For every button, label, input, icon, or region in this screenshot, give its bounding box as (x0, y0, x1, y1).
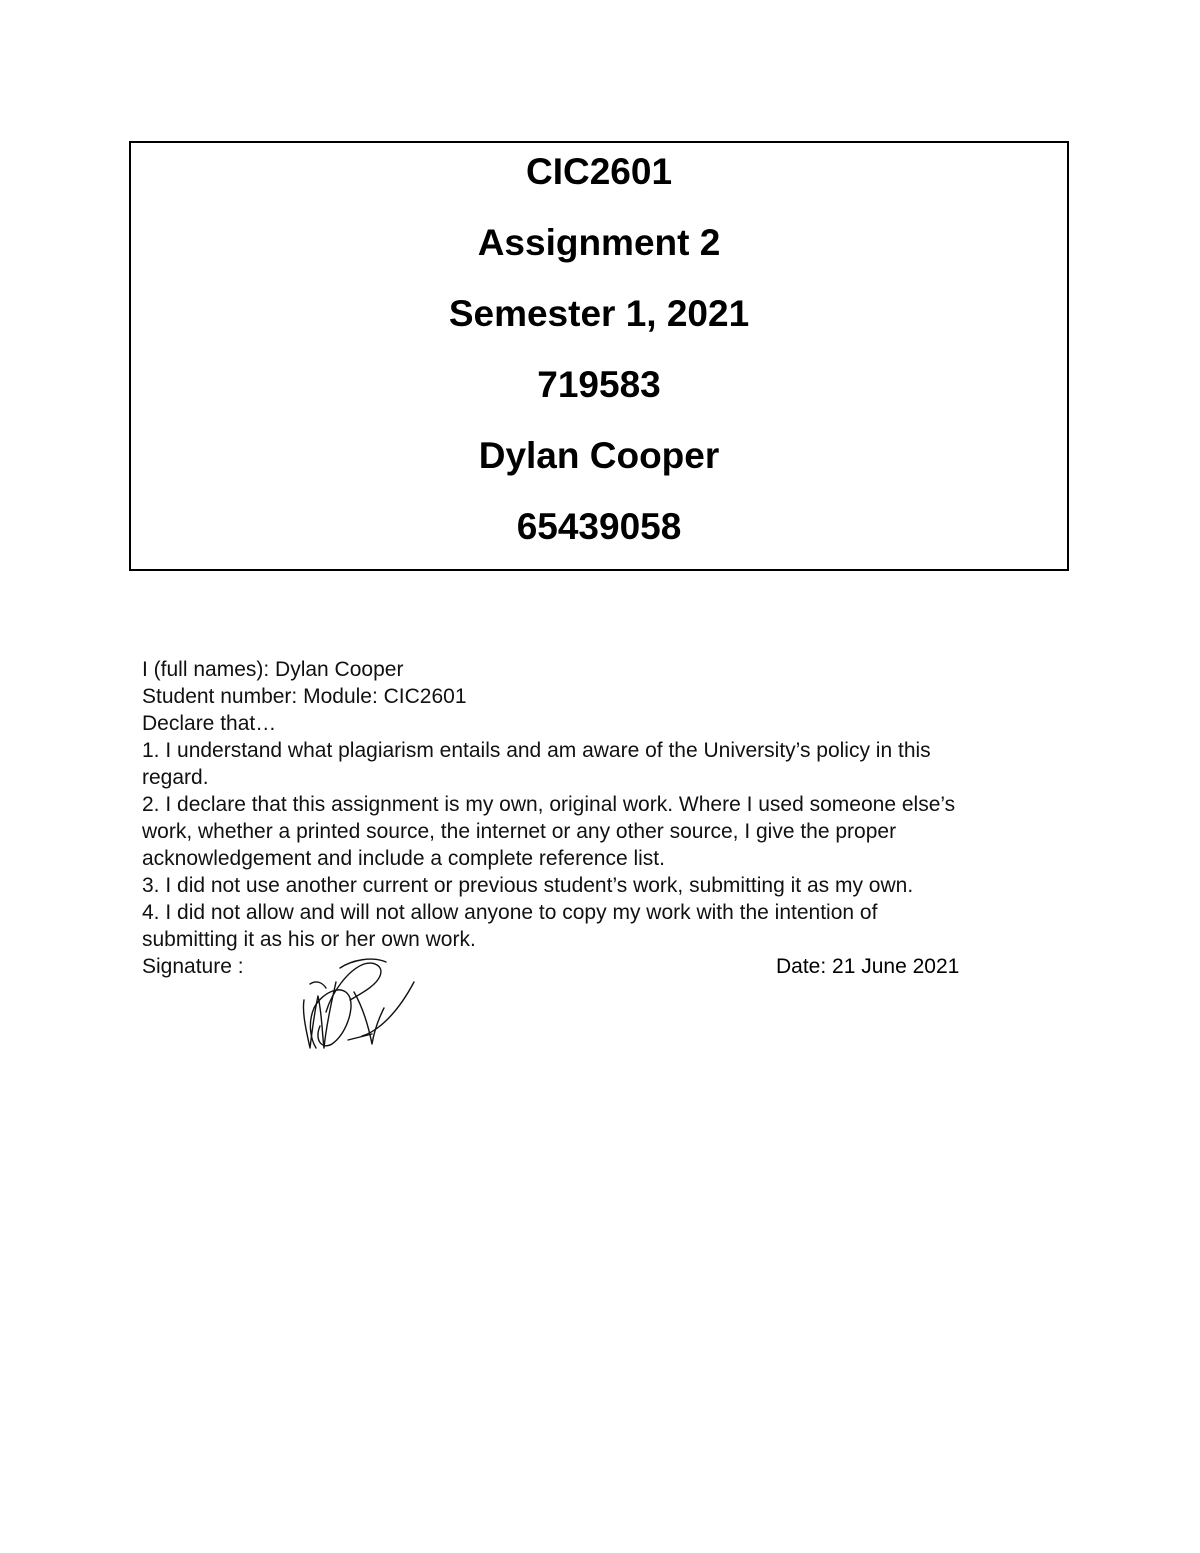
declaration-student-module: Student number: Module: CIC2601 (142, 685, 467, 708)
student-number: 65439058 (516, 506, 682, 547)
declaration-item-3: 3. I did not use another current or previous student’s work, submitting it as my own. (142, 874, 914, 897)
declaration-item-1-line-1: 1. I understand what plagiarism entails and am aware of the University’s policy in this (142, 739, 931, 762)
declaration-date: Date: 21 June 2021 (776, 955, 960, 978)
module-code: CIC2601 (525, 151, 673, 192)
declaration-item-4-line-2: submitting it as his or her own work. (142, 928, 476, 951)
unique-number: 719583 (537, 364, 661, 405)
semester: Semester 1, 2021 (448, 293, 750, 334)
cover-title-box (129, 141, 1069, 571)
declaration-item-2-line-1: 2. I declare that this assignment is my own, original work. Where I used someone else’s (142, 793, 956, 816)
declaration-item-1-line-2: regard. (142, 766, 209, 789)
declaration-intro: Declare that… (142, 712, 277, 735)
declaration-item-2-line-3: acknowledgement and include a complete reference list. (142, 847, 665, 870)
assignment-title: Assignment 2 (477, 222, 721, 263)
declaration-item-2-line-2: work, whether a printed source, the internet or any other source, I give the proper (142, 820, 897, 843)
handwritten-signature (292, 952, 422, 1062)
signature-label: Signature : (142, 955, 244, 978)
declaration-item-4-line-1: 4. I did not allow and will not allow anyone to copy my work with the intention of (142, 901, 878, 924)
student-name: Dylan Cooper (478, 435, 720, 476)
declaration-full-names: I (full names): Dylan Cooper (142, 658, 404, 681)
